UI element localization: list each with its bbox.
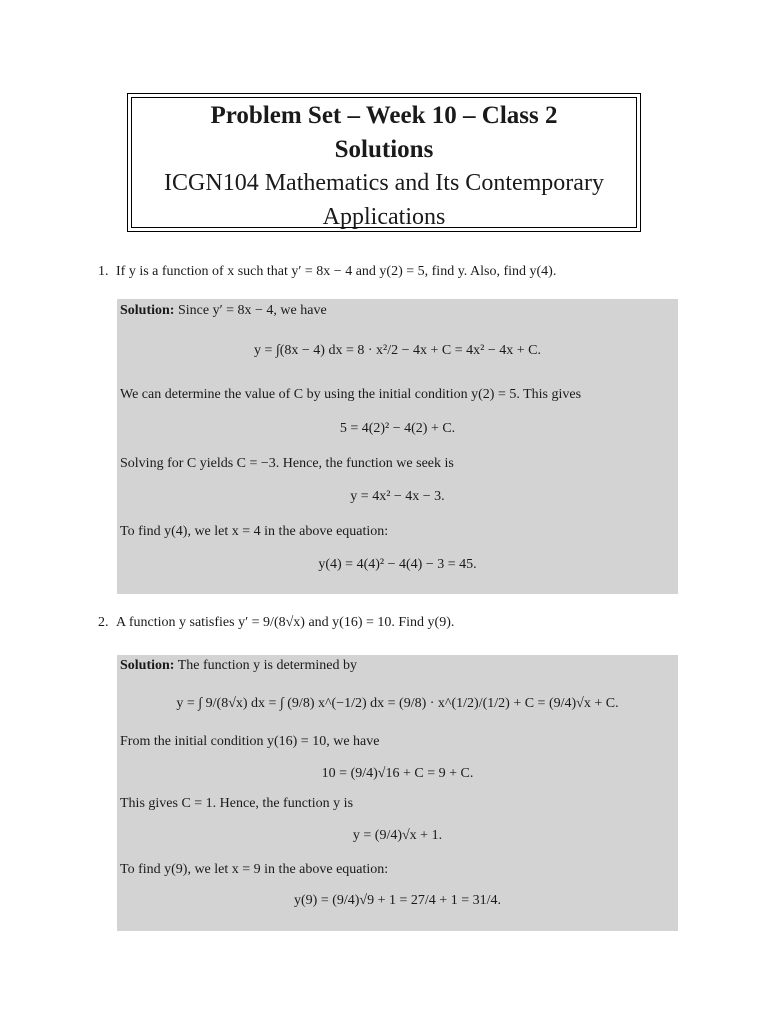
problem-1-number: 1.: [98, 264, 109, 279]
solution-2-text4: To find y(9), we let x = 9 in the above equation:: [120, 862, 389, 877]
solution-1-eq1: y = ∫(8x − 4) dx = 8 · x²/2 − 4x + C = 4x² − 4x + C.: [254, 343, 541, 358]
solution-2-label: Solution:: [120, 658, 175, 673]
solution-1-text4: To find y(4), we let x = 4 in the above equation:: [120, 524, 389, 539]
solution-1-eq4: y(4) = 4(4)² − 4(4) − 3 = 45.: [318, 557, 477, 572]
solution-1-label: Solution:: [120, 303, 175, 318]
solution-2-text2: From the initial condition y(16) = 10, we have: [120, 734, 380, 749]
solution-2-eq2: 10 = (9/4)√16 + C = 9 + C.: [321, 766, 474, 781]
solution-2-eq3: y = (9/4)√x + 1.: [352, 828, 443, 843]
solution-2-eq1: y = ∫ 9/(8√x) dx = ∫ (9/8) x^(−1/2) dx = (9/8) · x^(1/2)/(1/2) + C = (9/4)√x + C.: [176, 696, 619, 711]
problem-1-statement: [98, 263, 556, 281]
solution-1-eq3: y = 4x² − 4x − 3.: [350, 489, 445, 504]
problem-2-solution-box: [117, 655, 678, 931]
solution-1-eq2: 5 = 4(2)² − 4(2) + C.: [339, 421, 456, 436]
title-line-4: Applications: [322, 204, 446, 230]
title-inner-frame: [131, 97, 637, 228]
solution-2-eq4: y(9) = (9/4)√9 + 1 = 27/4 + 1 = 31/4.: [294, 893, 501, 908]
solution-1-text2: We can determine the value of C by using the initial condition y(2) = 5. This gives: [120, 387, 582, 402]
problem-1-text: If y is a function of x such that y′ = 8x − 4 and y(2) = 5, find y. Also, find y(4).: [116, 264, 557, 279]
solution-1-intro: Since y′ = 8x − 4, we have: [177, 303, 327, 318]
solution-2-intro-line: [120, 657, 357, 675]
title-line-2: Solutions: [334, 136, 434, 163]
problem-2-statement: [98, 614, 454, 632]
solution-2-text3: This gives C = 1. Hence, the function y is: [120, 796, 354, 811]
problem-2-text: A function y satisfies y′ = 9/(8√x) and y(16) = 10. Find y(9).: [116, 615, 455, 630]
title-line-3: ICGN104 Mathematics and Its Contemporary: [164, 170, 604, 196]
solution-1-intro-line: [120, 302, 327, 320]
solution-2-intro: The function y is determined by: [177, 658, 357, 673]
title-box: [127, 93, 641, 232]
title-line-1: Problem Set – Week 10 – Class 2: [210, 102, 558, 129]
problem-1-solution-box: [117, 299, 678, 594]
solution-1-text3: Solving for C yields C = −3. Hence, the function we seek is: [120, 456, 454, 471]
problem-2-number: 2.: [98, 615, 109, 630]
